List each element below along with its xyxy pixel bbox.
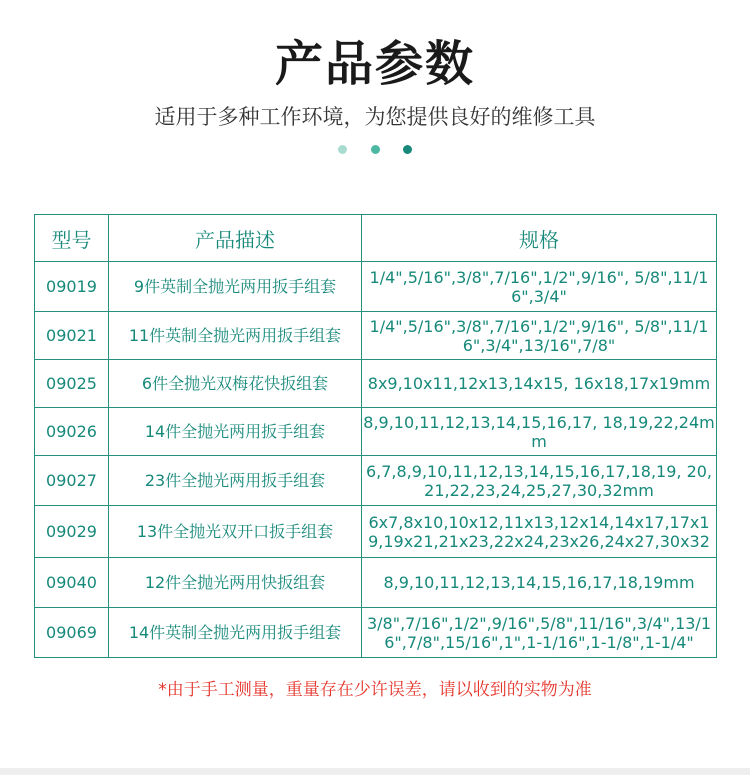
model-cell: 09025 bbox=[35, 360, 109, 408]
model-cell: 09026 bbox=[35, 408, 109, 456]
model-cell: 09019 bbox=[35, 262, 109, 312]
model-cell: 09027 bbox=[35, 456, 109, 506]
column-header-spec: 规格 bbox=[362, 215, 717, 262]
table-row bbox=[35, 506, 717, 558]
table-header-row bbox=[35, 215, 717, 262]
table-row bbox=[35, 312, 717, 360]
description-cell: 6件全抛光双梅花快扳组套 bbox=[109, 360, 362, 408]
spec-cell: 8,9,10,11,12,13,14,15,16,17,18,19mm bbox=[362, 558, 717, 608]
column-header-description: 产品描述 bbox=[109, 215, 362, 262]
table-row bbox=[35, 558, 717, 608]
description-cell: 14件全抛光两用扳手组套 bbox=[109, 408, 362, 456]
description-cell: 11件英制全抛光两用扳手组套 bbox=[109, 312, 362, 360]
page-title: 产品参数 bbox=[274, 36, 475, 92]
model-cell: 09069 bbox=[35, 608, 109, 658]
description-cell: 9件英制全抛光两用扳手组套 bbox=[109, 262, 362, 312]
parameter-table bbox=[34, 214, 717, 658]
model-cell: 09029 bbox=[35, 506, 109, 558]
spec-cell: 6x7,8x10,10x12,11x13,12x14,14x17,17x19,19x21,21x23,22x24,23x26,24x27,30x32 bbox=[362, 506, 717, 558]
description-cell: 23件全抛光两用扳手组套 bbox=[109, 456, 362, 506]
table-row bbox=[35, 360, 717, 408]
table-row bbox=[35, 408, 717, 456]
disclaimer-note: *由于手工测量，重量存在少许误差，请以收到的实物为准 bbox=[158, 680, 592, 700]
model-cell: 09021 bbox=[35, 312, 109, 360]
dot-icon bbox=[371, 145, 380, 154]
description-cell: 13件全抛光双开口扳手组套 bbox=[109, 506, 362, 558]
dot-icon bbox=[403, 145, 412, 154]
spec-cell: 3/8",7/16",1/2",9/16",5/8",11/16",3/4",13/16",7/8",15/16",1",1-1/16",1-1/8",1-1/4" bbox=[362, 608, 717, 658]
spec-cell: 8,9,10,11,12,13,14,15,16,17, 18,19,22,24mm bbox=[362, 408, 717, 456]
description-cell: 14件英制全抛光两用扳手组套 bbox=[109, 608, 362, 658]
column-header-model: 型号 bbox=[35, 215, 109, 262]
model-cell: 09040 bbox=[35, 558, 109, 608]
table-row bbox=[35, 262, 717, 312]
spec-cell: 1/4",5/16",3/8",7/16",1/2",9/16", 5/8",11/16",3/4",13/16",7/8" bbox=[362, 312, 717, 360]
table-row bbox=[35, 608, 717, 658]
spec-cell: 1/4",5/16",3/8",7/16",1/2",9/16", 5/8",11/16",3/4" bbox=[362, 262, 717, 312]
table-row bbox=[35, 456, 717, 506]
spec-cell: 8x9,10x11,12x13,14x15, 16x18,17x19mm bbox=[362, 360, 717, 408]
decorative-dots bbox=[0, 145, 750, 155]
description-cell: 12件全抛光两用快扳组套 bbox=[109, 558, 362, 608]
spec-cell: 6,7,8,9,10,11,12,13,14,15,16,17,18,19, 20,21,22,23,24,25,27,30,32mm bbox=[362, 456, 717, 506]
dot-icon bbox=[338, 145, 347, 154]
page-subtitle: 适用于多种工作环境，为您提供良好的维修工具 bbox=[154, 105, 596, 129]
bottom-divider bbox=[0, 768, 750, 775]
